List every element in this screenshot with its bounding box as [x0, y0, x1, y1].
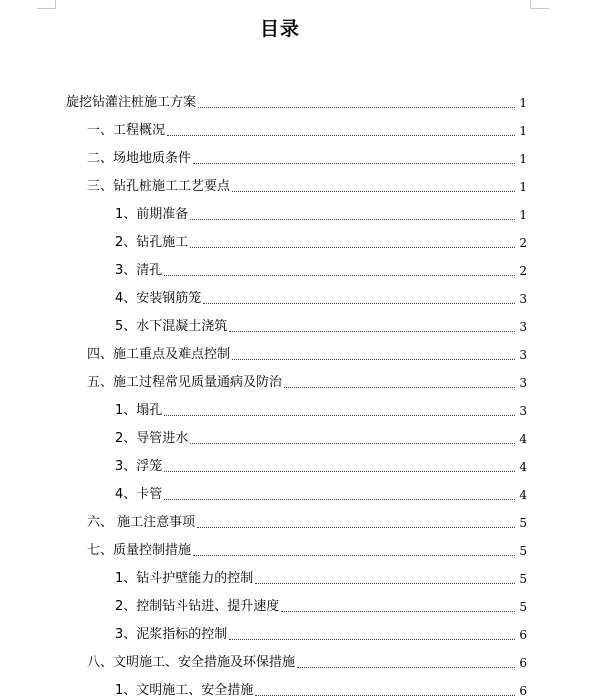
toc-entry[interactable]	[0, 588, 606, 616]
toc-page-number[interactable]: 1	[519, 180, 527, 194]
toc-page-number[interactable]: 4	[519, 432, 527, 446]
toc-dot-leader	[164, 274, 515, 276]
toc-entry-text[interactable]: 1、前期准备	[115, 207, 189, 222]
toc-dot-leader	[164, 470, 515, 472]
toc-entry-text[interactable]: 2、控制钻斗钻进、提升速度	[115, 599, 280, 614]
toc-entry-text[interactable]: 三、钻孔桩施工工艺要点	[87, 179, 231, 194]
toc-entry-text[interactable]: 1、塌孔	[115, 403, 163, 418]
toc-page-number[interactable]: 1	[519, 152, 527, 166]
toc-dot-leader	[164, 498, 515, 500]
toc-dot-leader	[167, 134, 515, 136]
toc-entry-text[interactable]: 八、文明施工、安全措施及环保措施	[87, 655, 296, 670]
toc-dot-leader	[203, 302, 515, 304]
toc-dot-leader	[197, 526, 515, 528]
toc-entry-text[interactable]: 1、钻斗护壁能力的控制	[115, 571, 254, 586]
toc-page-number[interactable]: 6	[519, 684, 527, 696]
toc-dot-leader	[284, 386, 515, 388]
toc-entry[interactable]	[0, 84, 606, 112]
toc-page-number[interactable]: 1	[519, 124, 527, 138]
toc-entry[interactable]	[0, 616, 606, 644]
toc-dot-leader	[232, 358, 515, 360]
toc-dot-leader	[229, 330, 515, 332]
toc-dot-leader	[190, 246, 515, 248]
toc-dot-leader	[297, 666, 515, 668]
toc-entry[interactable]	[0, 280, 606, 308]
toc-entry-text[interactable]: 3、泥浆指标的控制	[115, 627, 228, 642]
toc-page-number[interactable]: 1	[519, 208, 527, 222]
toc-page-number[interactable]: 1	[519, 96, 527, 110]
toc-entry-text[interactable]: 2、导管进水	[115, 431, 189, 446]
toc-entry[interactable]	[0, 224, 606, 252]
toc-entry[interactable]	[0, 168, 606, 196]
toc-entry[interactable]	[0, 560, 606, 588]
toc-page-number[interactable]: 5	[519, 600, 527, 614]
toc-entry[interactable]	[0, 420, 606, 448]
toc-entry-text[interactable]: 二、场地地质条件	[87, 151, 192, 166]
toc-title: 目录	[259, 18, 300, 40]
toc-page-number[interactable]: 3	[519, 320, 527, 334]
toc-entry-text[interactable]: 六、 施工注意事项	[87, 515, 196, 530]
toc-page-number[interactable]: 2	[519, 236, 527, 250]
toc-page-number[interactable]: 5	[519, 516, 527, 530]
toc-entry-text[interactable]: 四、施工重点及难点控制	[87, 347, 231, 362]
toc-dot-leader	[193, 162, 515, 164]
toc-entry[interactable]	[0, 392, 606, 420]
toc-page-number[interactable]: 3	[519, 292, 527, 306]
toc-dot-leader	[281, 610, 515, 612]
toc-entry[interactable]	[0, 196, 606, 224]
toc-entry[interactable]	[0, 532, 606, 560]
toc-entry[interactable]	[0, 644, 606, 672]
toc-dot-leader	[198, 106, 515, 108]
toc-page-number[interactable]: 6	[519, 628, 527, 642]
toc-entry-text[interactable]: 5、水下混凝土浇筑	[115, 319, 228, 334]
toc-entry-text[interactable]: 4、卡管	[115, 487, 163, 502]
toc-entry-text[interactable]: 旋挖钻灌注桩施工方案	[66, 95, 197, 110]
toc-entry-text[interactable]: 2、钻孔施工	[115, 235, 189, 250]
toc-entry-text[interactable]: 一、工程概况	[87, 123, 166, 138]
toc-dot-leader	[190, 218, 515, 220]
toc-entry[interactable]	[0, 364, 606, 392]
toc-page-number[interactable]: 5	[519, 544, 527, 558]
toc-dot-leader	[232, 190, 515, 192]
toc-entry[interactable]	[0, 476, 606, 504]
crop-mark-top-left	[37, 0, 56, 9]
toc-entry[interactable]	[0, 252, 606, 280]
toc-entry[interactable]	[0, 308, 606, 336]
toc-page-number[interactable]: 3	[519, 376, 527, 390]
toc-entry-text[interactable]: 4、安装钢筋笼	[115, 291, 202, 306]
toc-entry[interactable]	[0, 504, 606, 532]
toc-page-number[interactable]: 6	[519, 656, 527, 670]
toc-dot-leader	[255, 582, 515, 584]
toc-dot-leader	[164, 414, 515, 416]
toc-entry-text[interactable]: 五、施工过程常见质量通病及防治	[87, 375, 283, 390]
toc-entry[interactable]	[0, 448, 606, 476]
toc-entry[interactable]	[0, 672, 606, 696]
toc-page-number[interactable]: 3	[519, 348, 527, 362]
toc-page-number[interactable]: 4	[519, 460, 527, 474]
toc-page-number[interactable]: 3	[519, 404, 527, 418]
toc-entry[interactable]	[0, 112, 606, 140]
toc-dot-leader	[229, 638, 515, 640]
toc-entry[interactable]	[0, 140, 606, 168]
toc-entry[interactable]	[0, 336, 606, 364]
toc-page-number[interactable]: 2	[519, 264, 527, 278]
toc-dot-leader	[190, 442, 515, 444]
toc-page-number[interactable]: 5	[519, 572, 527, 586]
toc-entry-text[interactable]: 3、清孔	[115, 263, 163, 278]
toc-entry-text[interactable]: 3、浮笼	[115, 459, 163, 474]
table-of-contents	[0, 84, 606, 696]
toc-dot-leader	[193, 554, 515, 556]
crop-mark-top-right	[530, 0, 549, 9]
toc-entry-text[interactable]: 七、质量控制措施	[87, 543, 192, 558]
toc-entry-text[interactable]: 1、文明施工、安全措施	[115, 683, 254, 696]
toc-page-number[interactable]: 4	[519, 488, 527, 502]
